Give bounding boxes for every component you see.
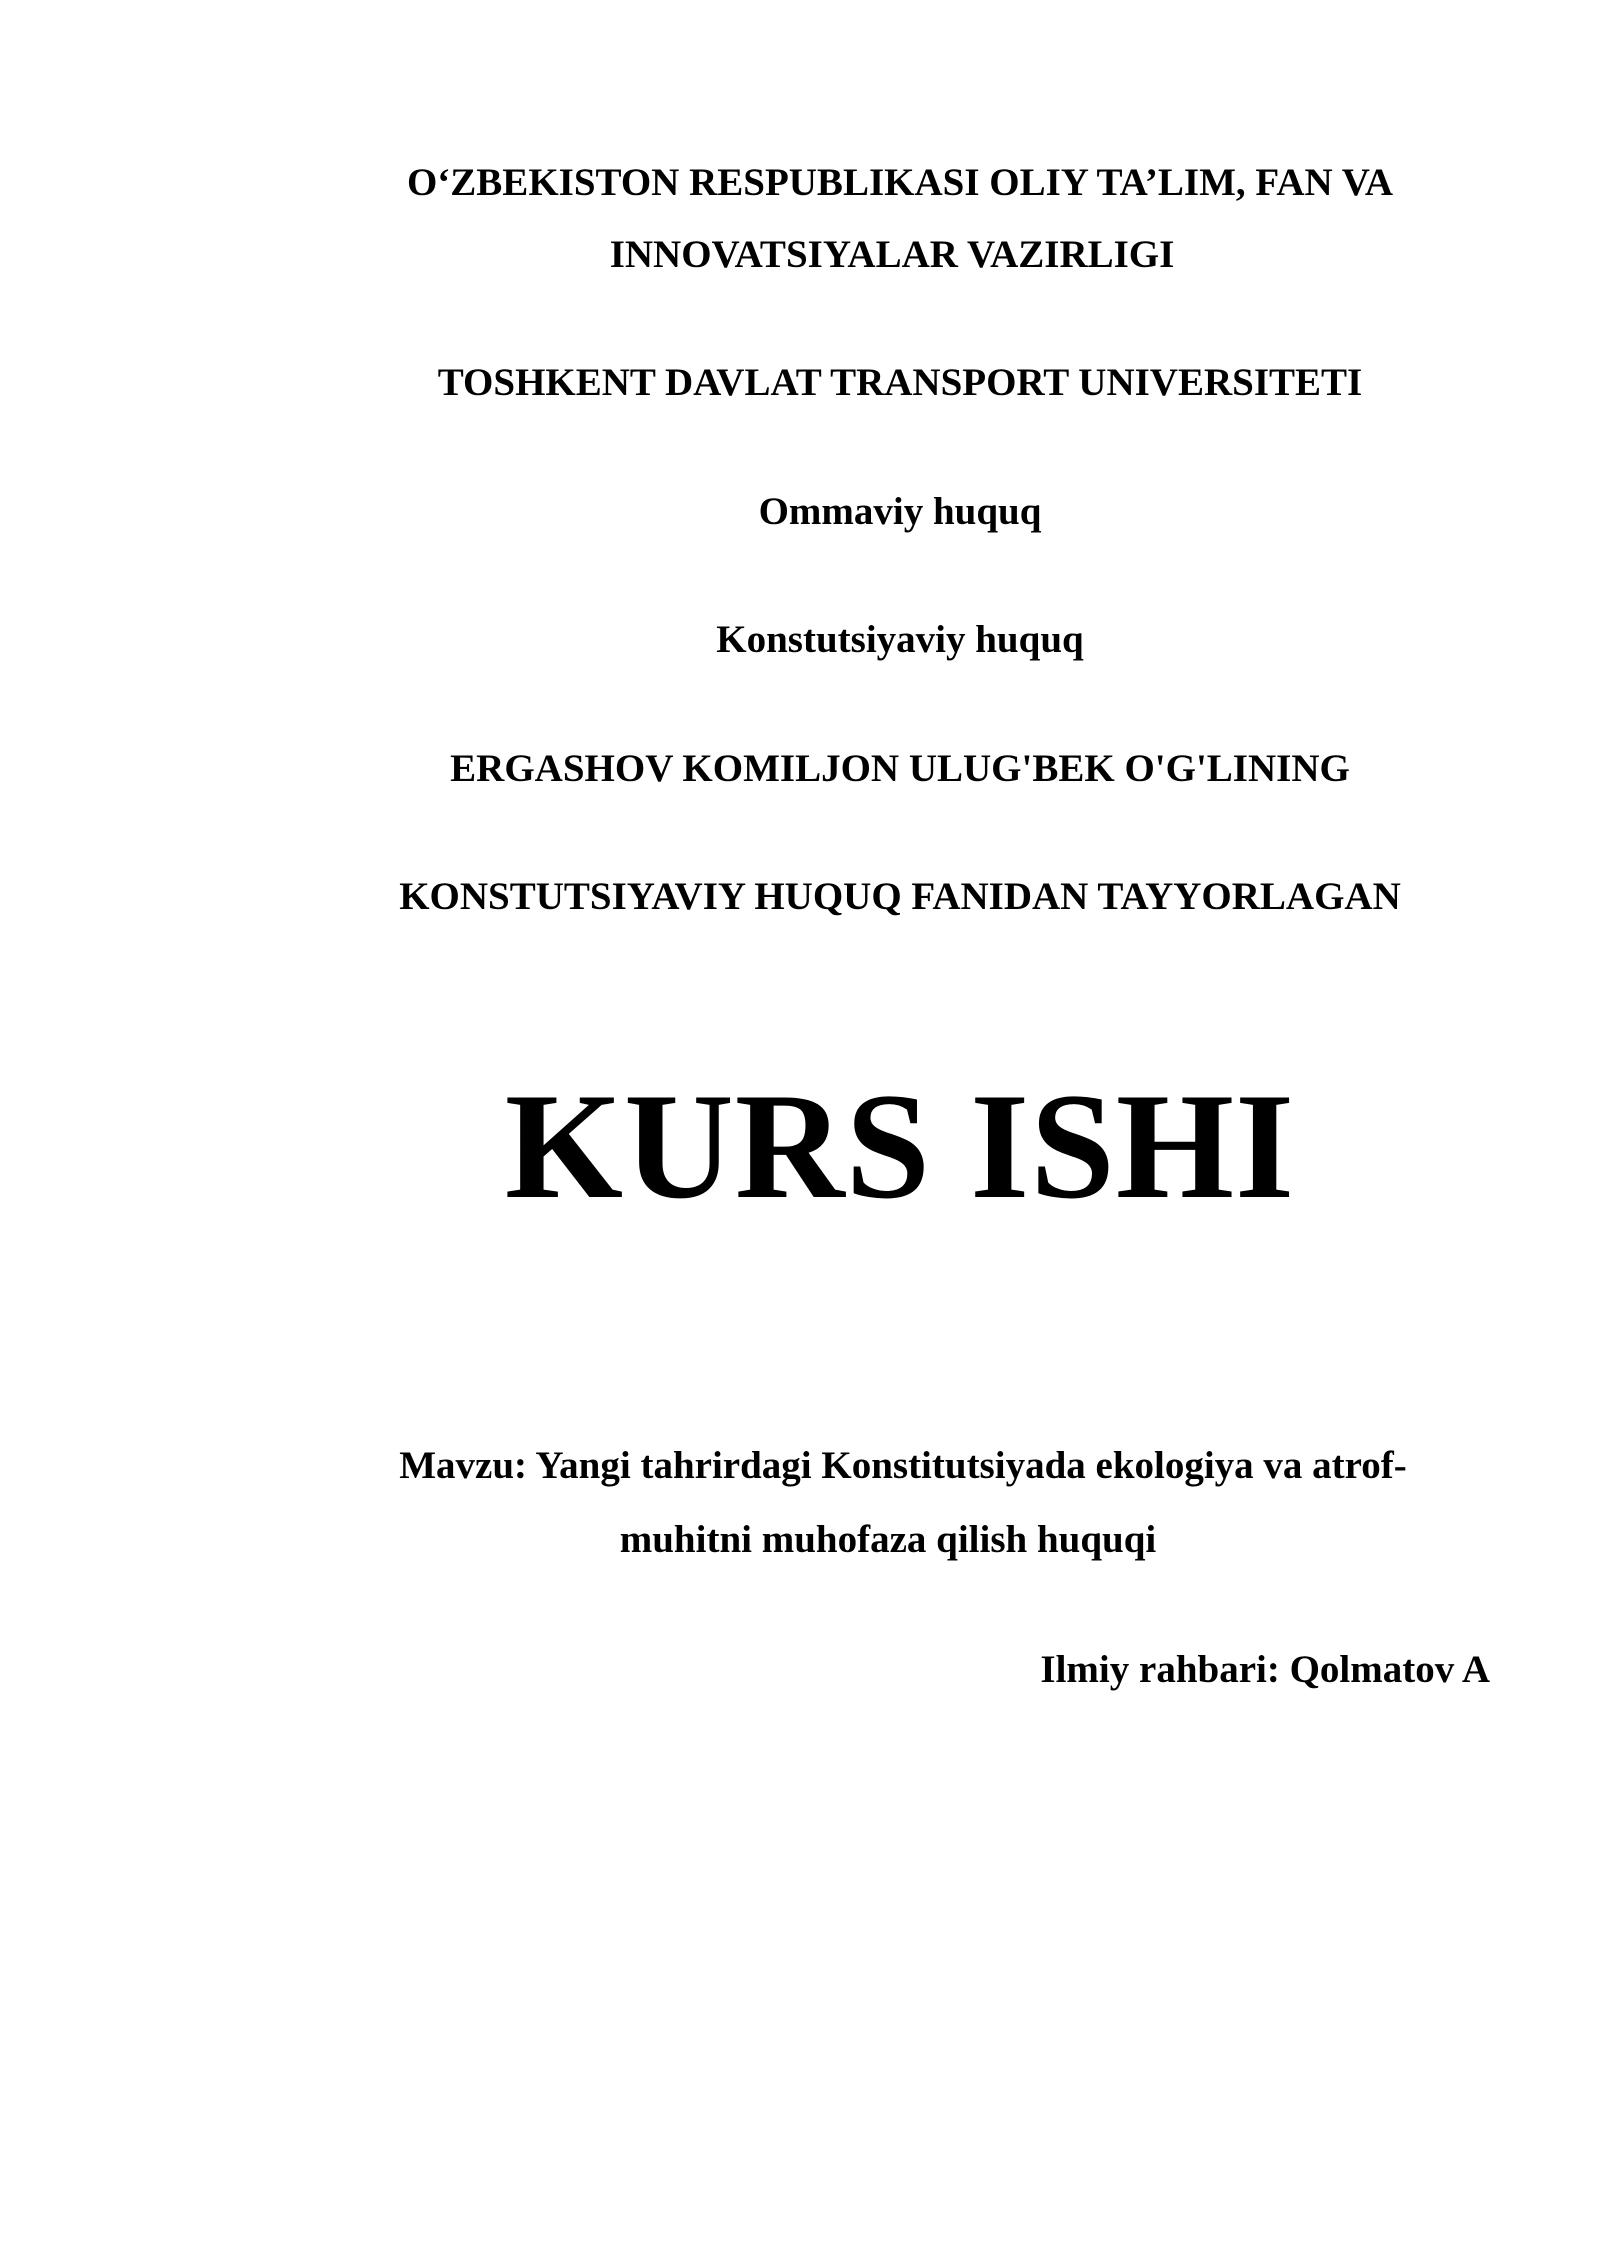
prepared-for-line: KONSTUTSIYAVIY HUQUQ FANIDAN TAYYORLAGAN [399, 875, 1401, 918]
topic-line-1: Mavzu: Yangi tahrirdagi Konstitutsiyada ekologiya va atrof- [399, 1444, 1407, 1487]
supervisor-line: Ilmiy rahbari: Qolmatov A [1040, 1648, 1490, 1691]
student-name: ERGASHOV KOMILJON ULUG'BEK O'G'LINING [450, 747, 1350, 790]
subject-name: Konstutsiyaviy huquq [716, 618, 1084, 661]
ministry-title-line-1: O‘ZBEKISTON RESPUBLIKASI OLIY TA’LIM, FAN VA [406, 161, 1394, 204]
university-name: TOSHKENT DAVLAT TRANSPORT UNIVERSITETI [437, 361, 1363, 404]
ministry-title-line-2: INNOVATSIYALAR VAZIRLIGI [609, 233, 1175, 276]
work-type-title: KURS ISHI [504, 1062, 1296, 1230]
department-name: Ommaviy huquq [758, 490, 1042, 533]
topic-line-2: muhitni muhofaza qilish huquqi [619, 1518, 1157, 1561]
